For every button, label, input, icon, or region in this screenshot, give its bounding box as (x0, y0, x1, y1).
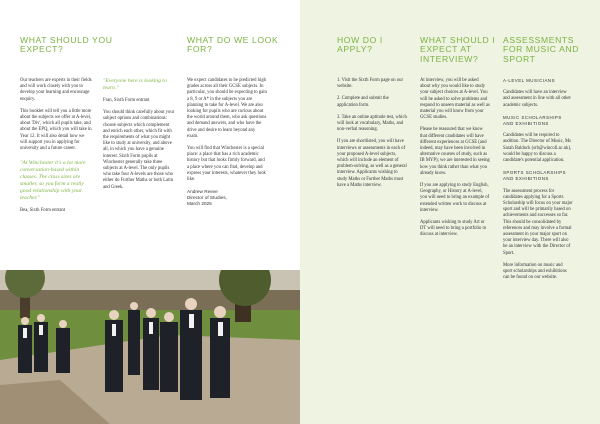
assess-para-2: Candidates will be required to audition. The Director of Music, Ms Sarah Baldock (srb@wincoll.ac.uk), would be happy to discuss a candidate's potential application. (503, 133, 572, 164)
apply-column (337, 78, 407, 195)
expect-para-2: This booklet will tell you a little more about the subjects we offer at A-level, about 'Div', which all pupils take, and about the EPQ, which you will take in Year 12. It will also detail how we will support you in applying for university and a future career. (20, 108, 92, 152)
look-para-3: You will find that Winchester is a special place: a place that has a rich academic history but that looks firmly forward, and a place where you can find, develop and express your interests, whatever they look like. (187, 146, 266, 183)
assess-para-1: Candidates will have an interview and assessment in line with all other academic subjects. (503, 90, 571, 108)
signature-name: Andrew Reeve (187, 189, 218, 195)
assess-para-3: The assessment process for candidates applying for a Sports Scholarship will focus on your major sport and will be primarily based on achievements and successes so far. This should be consolidated by references and may involve a formal assessment in your major sport on your interview day. There will also be an interview with the Director of Sport. (503, 188, 573, 256)
apply-step-3: 3. Take an online aptitude test, which will look at vocabulary, Maths, and non-verbal reasoning. (337, 114, 407, 133)
expect-heading: WHAT SHOULD YOU EXPECT? (20, 35, 113, 55)
assess-subheading-3: SPORTS SCHOLARSHIPS AND EXHIBITIONS (503, 170, 567, 182)
apply-heading: HOW DO I APPLY? (337, 35, 383, 55)
look-heading: WHAT DO WE LOOK FOR? (187, 35, 279, 55)
assess-subheading-1: A-LEVEL MUSICIANS (503, 78, 556, 83)
assess-para-4: More information on music and sport scholarships and exhibitions can be found on our website. (503, 262, 567, 281)
signature-date: March 2025 (187, 201, 212, 207)
expect-quote: "At Winchester it's a lot more conversation-based within classes. The class sizes are smaller, so you form a really good relationship with your teacher." (20, 160, 86, 202)
look-column-1 (103, 78, 175, 197)
pupils-walking-photo (0, 270, 300, 424)
interview-heading: WHAT SHOULD I EXPECT AT INTERVIEW? (420, 35, 496, 64)
right-page (300, 0, 600, 424)
expect-attribution: Bea, Sixth Form entrant (20, 208, 66, 214)
photo-illustration (0, 270, 300, 424)
interview-para-1: At interview, you will be asked about why you would like to study your subject choices at A-level. You will be asked to solve problems and respond to unseen material as well as material you will know from your GCSE studies. (420, 78, 490, 121)
look-para-2: We expect candidates to be predicted high grades across all their GCSE subjects. In particular, you should be expecting to gain a 8, 9 or A* in the subjects you are planning to take for A-level. We are also looking for pupils who are curious about the world around them, who ask questions and demand answers, and who have the drive and desire to learn beyond any exam. (187, 78, 267, 139)
apply-step-2: 2. Complete and submit the application form. (337, 96, 389, 108)
assess-subheading-2: MUSIC SCHOLARSHIPS AND EXHIBITIONS (503, 114, 562, 127)
look-column-2 (187, 78, 267, 207)
expect-para-1: Our teachers are experts in their fields and will work closely with you to develop your learning and encourage enquiry. (20, 78, 92, 102)
interview-para-2: Please be reassured that we know that different candidates will have different experiences at GCSE (and indeed, may have been involved in alternative courses of study, such as IB MYP); we are interested in seeing how you think rather than what you already know. (420, 127, 490, 176)
apply-step-1: 1. Visit the Sixth Form page on our website. (337, 78, 404, 90)
look-attribution: Fran, Sixth Form entrant (103, 98, 150, 103)
interview-para-4: Applicants wishing to study Art or DT will need to bring a portfolio to discuss at interview. (420, 220, 487, 238)
look-para-1: You should think carefully about your subject options and combinations: choose subjects which complement and enrich each other, which fit with the requirements of what you might like to study at university, and above all, in which you have a genuine interest. Sixth Form pupils at Winchester generally take three subjects at A-level. The only pupils who take four A-levels are those who either do Further Maths or both Latin and Greek. (103, 110, 175, 190)
apply-para: If you are shortlisted, you will have interviews or assessments in each of your proposed A-level subjects, which will include an element of problem-solving, as well as a general interview. Applicants wishing to study Maths or Further Maths must have a Maths interview. (337, 139, 407, 188)
expect-column (20, 78, 92, 220)
interview-para-3: If you are applying to study English, Geography, or History at A-level, you will need to bring an example of extended written work to discuss at interview. (420, 183, 490, 213)
signature-title: Director of Studies, (187, 195, 227, 201)
look-quote: "Everyone here is looking to learn." (103, 78, 167, 91)
assess-column (503, 78, 573, 287)
interview-column (420, 78, 490, 245)
assess-heading: ASSESSMENTS FOR MUSIC AND SPORT (503, 35, 580, 64)
